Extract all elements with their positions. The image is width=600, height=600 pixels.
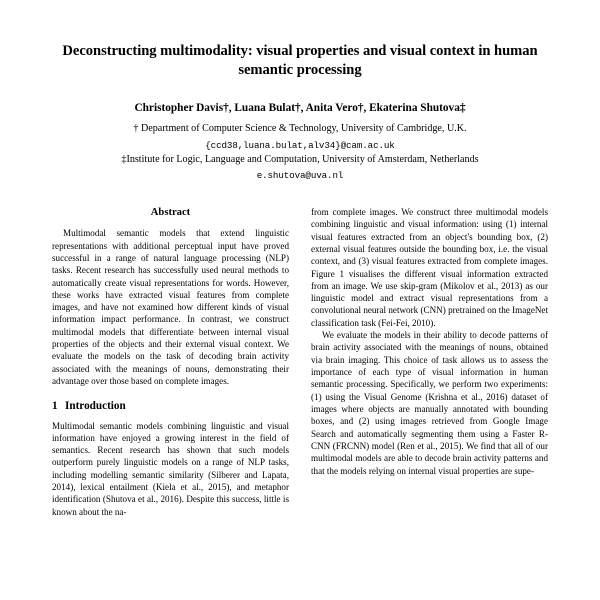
- abstract-text: Multimodal semantic models that extend linguistic representations with additional perceptual input have proved successful in a range of natural language processing (NLP) tasks. Recent research has successfully used neural methods to automatically create visual representations for words. However, these works have extracted visual features from complete images, and have not examined how different kinds of visual information impact performance. In contrast, we construct multimodal models that differentiate between internal visual properties of the objects and their external visual context. We evaluate the models on the task of decoding brain activity associated with the meanings of nouns, demonstrating their advantage over those based on complete images.: [52, 228, 289, 387]
- right-paragraph-1: from complete images. We construct three multimodal models combining linguistic and visual information: using (1) internal visual features extracted from an object's bounding box, (2) external visual features outside the bounding box, i.e. the visual context, and (3) visual features extracted from complete images. Figure 1 visualises the different visual information extracted from an image. We use skip-gram (Mikolov et al., 2013) as our linguistic model and extract visual representations from a convolutional neural network (CNN) pretrained on the ImageNet classification task (Fei-Fei, 2010).: [311, 206, 548, 328]
- section-number: 1: [52, 400, 58, 413]
- body-columns: [52, 206, 548, 518]
- email-amsterdam: e.shutova@uva.nl: [256, 169, 344, 181]
- author-list: Christopher Davis†, Luana Bulat†, Anita Vero†, Ekaterina Shutova‡: [134, 101, 466, 114]
- right-column: [311, 206, 548, 518]
- email-cambridge: {ccd38,luana.bulat,alv34}@cam.ac.uk: [205, 139, 395, 151]
- affiliation-cambridge: † Department of Computer Science & Technology, University of Cambridge, U.K.: [133, 123, 467, 135]
- left-column: [52, 206, 289, 518]
- abstract-heading: Abstract: [150, 206, 191, 218]
- section-title: Introduction: [65, 400, 126, 413]
- intro-paragraph-1: Multimodal semantic models combining linguistic and visual information have enjoyed a growing interest in the field of semantics. Recent research has shown that such models outperform purely linguistic models on a range of NLP tasks, including modelling semantic similarity (Silberer and Lapata, 2014), lexical entailment (Kiela et al., 2015), and metaphor identification (Shutova et al., 2016). Despite this success, little is known about the na-: [52, 420, 289, 517]
- paper-title: Deconstructing multimodality: visual properties and visual context in human semantic processing: [62, 43, 538, 79]
- affiliation-amsterdam: ‡Institute for Logic, Language and Computation, University of Amsterdam, Netherlands: [121, 153, 479, 165]
- section-heading-introduction: [52, 399, 289, 414]
- right-paragraph-2: We evaluate the models in their ability to decode patterns of brain activity associated with the meanings of nouns, obtained via brain imaging. This choice of task allows us to assess the importance of each type of visual information in human semantic processing. Specifically, we perform two experiments: (1) using the Visual Genome (Krishna et al., 2016) dataset of images where objects are manually annotated with bounding boxes, and (2) using images retrieved from Google Image Search and automatically segmenting them using a Faster R-CNN (FRCNN) model (Ren et al., 2015). We find that all of our multimodal models are able to decode brain activity patterns and that the models relying on internal visual properties are supe-: [311, 330, 548, 476]
